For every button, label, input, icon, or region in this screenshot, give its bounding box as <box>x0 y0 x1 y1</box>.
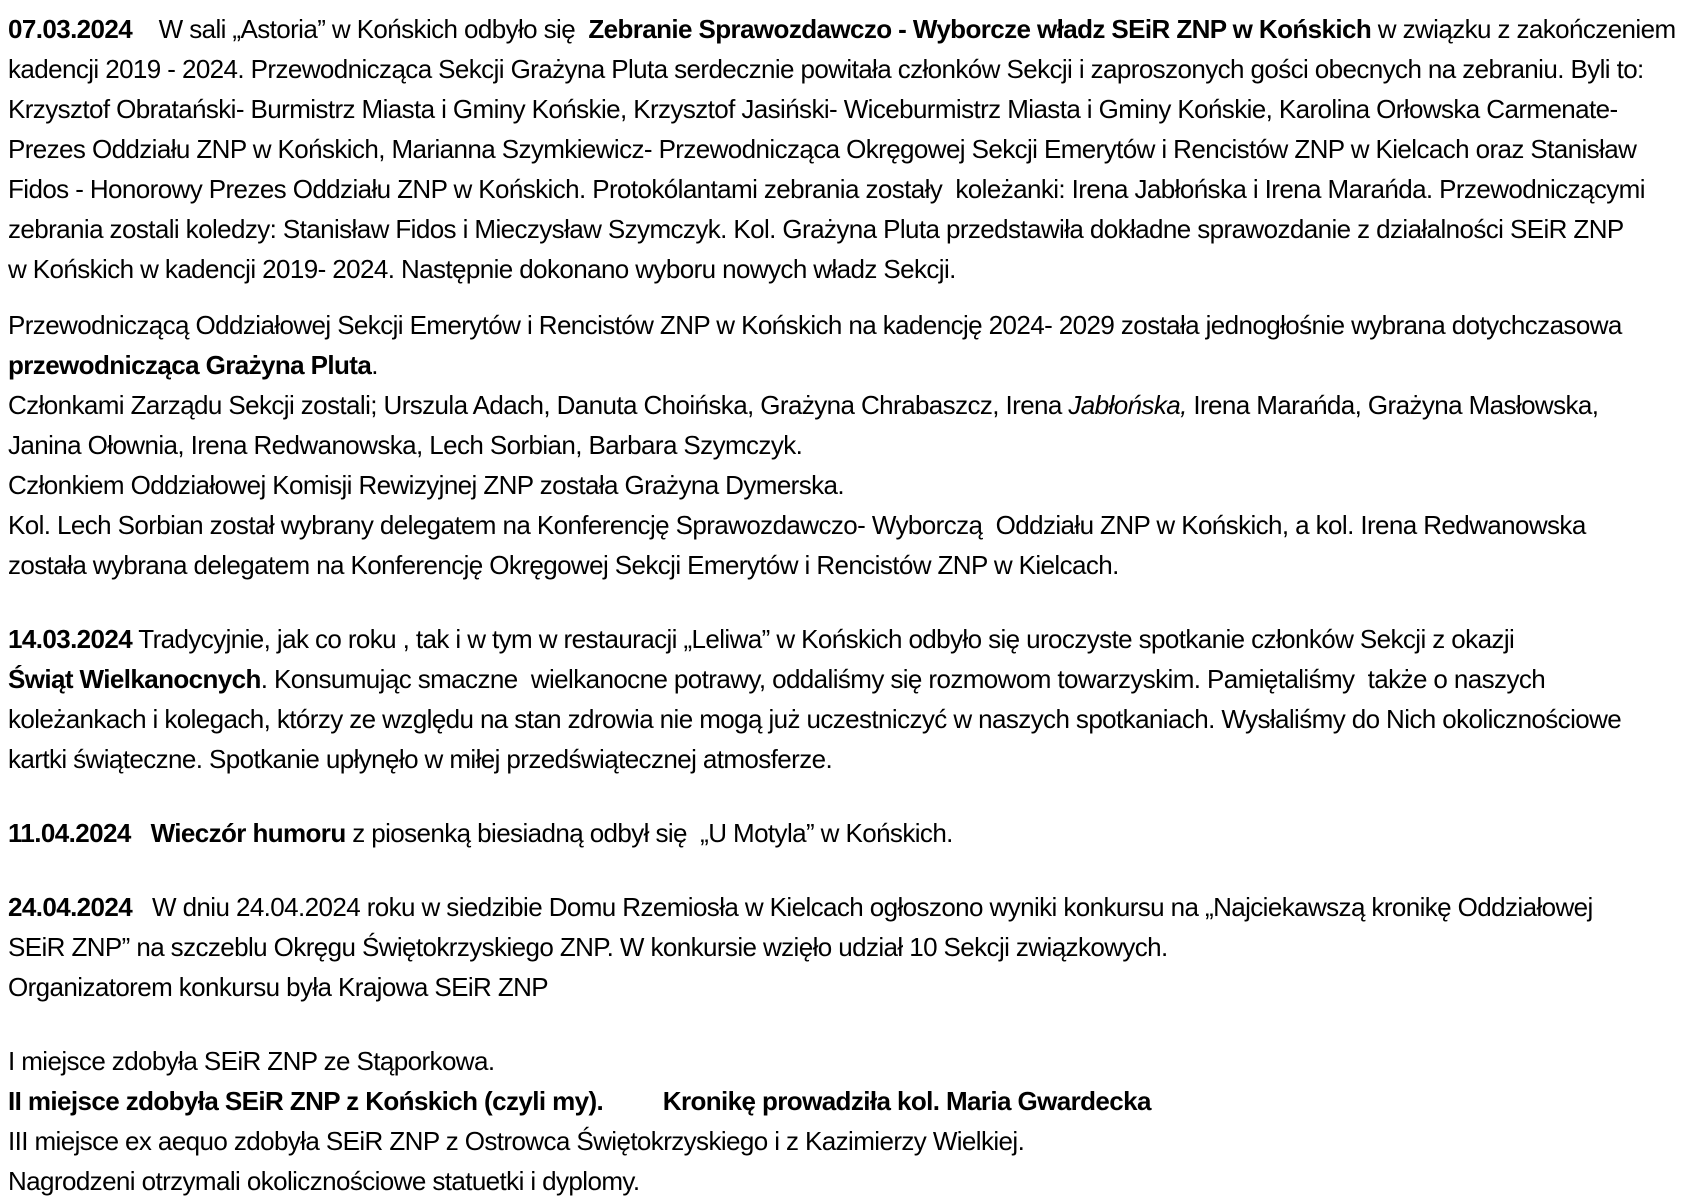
text-line <box>8 9 1680 49</box>
text-run: . Konsumując smaczne wielkanocne potrawy, oddaliśmy się rozmowom towarzyskim. Pamiętaliśmy także o naszych <box>260 664 1546 694</box>
text-line <box>8 465 1680 505</box>
text-line <box>8 249 1680 289</box>
text-run: Organizatorem konkursu była Krajowa SEiR ZNP <box>8 972 549 1002</box>
text-line <box>8 89 1680 129</box>
text-run: koleżankach i kolegach, którzy ze względu na stan zdrowia nie mogą już uczestniczyć w naszych spotkaniach. Wysłaliśmy do Nich okolicznościowe <box>8 704 1622 734</box>
text-line <box>8 659 1680 699</box>
text-run: I miejsce zdobyła SEiR ZNP ze Stąporkowa. <box>8 1046 495 1076</box>
bold-text-run: 07.03.2024 <box>8 14 133 44</box>
text-line <box>8 505 1680 545</box>
bold-text-run: II miejsce zdobyła SEiR ZNP z Końskich (czyli my). Kronikę prowadziła kol. Maria Gwardecka <box>8 1086 1151 1116</box>
text-line <box>8 169 1680 209</box>
text-run: w Końskich w kadencji 2019- 2024. Następnie dokonano wyboru nowych władz Sekcji. <box>8 254 956 284</box>
text-run: w związku z zakończeniem <box>1371 14 1676 44</box>
text-run: Prezes Oddziału ZNP w Końskich, Marianna Szymkiewicz- Przewodnicząca Okręgowej Sekcji Emerytów i Rencistów ZNP w Kielcach oraz Stanisław <box>8 134 1637 164</box>
text-line <box>8 927 1680 967</box>
text-line <box>8 305 1680 345</box>
text-run: Fidos - Honorowy Prezes Oddziału ZNP w Końskich. Protokólantami zebrania zostały koleżanki: Irena Jabłońska i Irena Marańda. Przewodniczącymi <box>8 174 1645 204</box>
text-line <box>8 385 1680 425</box>
text-line <box>8 1121 1680 1161</box>
text-line <box>8 209 1680 249</box>
text-run: Irena Marańda, Grażyna Masłowska, <box>1186 390 1599 420</box>
text-line <box>8 129 1680 169</box>
text-line <box>8 619 1680 659</box>
bold-text-run: 14.03.2024 <box>8 624 133 654</box>
text-run: . <box>371 350 378 380</box>
text-run: W sali „Astoria” w Końskich odbyło się <box>132 14 589 44</box>
text-line <box>8 1161 1680 1201</box>
text-line <box>8 699 1680 739</box>
paragraph-spacer <box>8 853 1680 887</box>
bold-text-run: przewodnicząca Grażyna Pluta <box>8 350 372 380</box>
text-line <box>8 545 1680 585</box>
text-line <box>8 1081 1680 1121</box>
text-run: Nagrodzeni otrzymali okolicznościowe statuetki i dyplomy. <box>8 1166 640 1196</box>
text-line <box>8 1041 1680 1081</box>
text-run: Członkiem Oddziałowej Komisji Rewizyjnej ZNP została Grażyna Dymerska. <box>8 470 845 500</box>
text-run: Janina Ołownia, Irena Redwanowska, Lech Sorbian, Barbara Szymczyk. <box>8 430 803 460</box>
italic-text-run: Jabłońska, <box>1068 390 1187 420</box>
text-run: zebrania zostali koledzy: Stanisław Fidos i Mieczysław Szymczyk. Kol. Grażyna Pluta przedstawiła dokładne sprawozdanie z działalności SEiR ZNP <box>8 214 1624 244</box>
text-run: z piosenką biesiadną odbył się „U Motyla” w Końskich. <box>345 818 953 848</box>
text-line <box>8 425 1680 465</box>
text-run: SEiR ZNP” na szczeblu Okręgu Świętokrzyskiego ZNP. W konkursie wzięło udział 10 Sekcji związkowych. <box>8 932 1168 962</box>
text-line <box>8 739 1680 779</box>
text-run: została wybrana delegatem na Konferencję Okręgowej Sekcji Emerytów i Rencistów ZNP w Kielcach. <box>8 550 1119 580</box>
text-run: Członkami Zarządu Sekcji zostali; Urszula Adach, Danuta Choińska, Grażyna Chrabaszcz, Irena <box>8 390 1069 420</box>
text-run: kartki świąteczne. Spotkanie upłynęło w miłej przedświątecznej atmosferze. <box>8 744 833 774</box>
bold-text-run: Zebranie Sprawozdawczo - Wyborcze władz SEiR ZNP w Końskich <box>588 14 1372 44</box>
text-run: kadencji 2019 - 2024. Przewodnicząca Sekcji Grażyna Pluta serdecznie powitała członków Sekcji i zaproszonych gości obecnych na zebraniu. Byli to: <box>8 54 1644 84</box>
text-run: Kol. Lech Sorbian został wybrany delegatem na Konferencję Sprawozdawczo- Wyborczą Oddziału ZNP w Końskich, a kol. Irena Redwanowska <box>8 510 1586 540</box>
text-line <box>8 967 1680 1007</box>
text-line <box>8 345 1680 385</box>
text-run: III miejsce ex aequo zdobyła SEiR ZNP z Ostrowca Świętokrzyskiego i z Kazimierzy Wielkiej. <box>8 1126 1025 1156</box>
text-run: Przewodniczącą Oddziałowej Sekcji Emerytów i Rencistów ZNP w Końskich na kadencję 2024- 2029 została jednogłośnie wybrana dotychczasowa <box>8 310 1622 340</box>
paragraph-spacer <box>8 779 1680 813</box>
bold-text-run: 24.04.2024 <box>8 892 133 922</box>
text-line <box>8 887 1680 927</box>
bold-text-run: Świąt Wielkanocnych <box>8 664 261 694</box>
paragraph-spacer <box>8 289 1680 305</box>
bold-text-run: 11.04.2024 Wieczór humoru <box>8 818 346 848</box>
text-line <box>8 49 1680 89</box>
paragraph-spacer <box>8 1007 1680 1041</box>
paragraph-spacer <box>8 585 1680 619</box>
text-run: Tradycyjnie, jak co roku , tak i w tym w restauracji „Leliwa” w Końskich odbyło się uroczyste spotkanie członków Sekcji z okazji <box>132 624 1515 654</box>
text-run: Krzysztof Obratański- Burmistrz Miasta i Gminy Końskie, Krzysztof Jasiński- Wiceburmistrz Miasta i Gminy Końskie, Karolina Orłowska Carmenate- <box>8 94 1618 124</box>
text-line <box>8 813 1680 853</box>
document-text <box>8 9 1680 1201</box>
text-run: W dniu 24.04.2024 roku w siedzibie Domu Rzemiosła w Kielcach ogłoszono wyniki konkursu na „Najciekawszą kronikę Oddziałowej <box>132 892 1593 922</box>
